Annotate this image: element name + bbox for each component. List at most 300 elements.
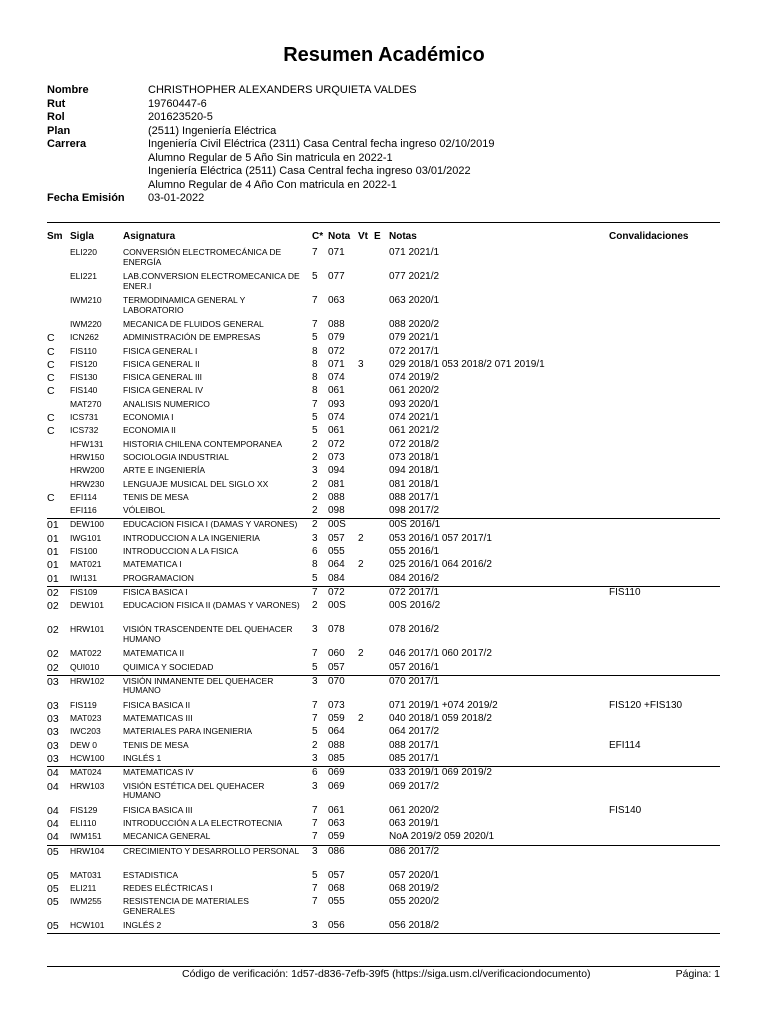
cell-sm: 05: [47, 869, 59, 882]
table-row: [47, 425, 720, 438]
table-row: [47, 346, 720, 359]
cell-asignatura: PROGRAMACION: [123, 572, 194, 583]
semester-group: [47, 587, 720, 676]
cell-sm: 03: [47, 739, 59, 752]
cell-sm: 04: [47, 817, 59, 830]
cell-creditos: 5: [312, 425, 318, 437]
table-row: [47, 831, 720, 844]
cell-nota: 072: [328, 345, 345, 357]
cell-nota: 071: [328, 247, 345, 258]
table-row: [47, 676, 720, 700]
cell-sm: 02: [47, 648, 59, 661]
table-row: [47, 896, 720, 920]
cell-notas: 078 2016/2: [389, 624, 440, 636]
table-row: [47, 805, 720, 818]
semester-group: [47, 767, 720, 845]
cell-notas: 033 2019/1 069 2019/2: [389, 767, 492, 779]
verification-code: Código de verificación: 1d57-d836-7efb-39f5 (https://siga.usm.cl/verificaciondocumento): [182, 968, 591, 980]
cell-notas: 061 2021/2: [389, 425, 440, 437]
info-label: Plan: [47, 124, 71, 137]
cell-asignatura: LENGUAJE MUSICAL DEL SIGLO XX: [123, 478, 269, 489]
info-label: Rut: [47, 97, 66, 110]
cell-creditos: 6: [312, 767, 318, 779]
cell-notas: 061 2020/2: [389, 385, 440, 397]
cell-sm: 05: [47, 845, 59, 858]
cell-creditos: 2: [312, 451, 318, 463]
cell-nota: 064: [328, 726, 345, 738]
cell-notas: 073 2018/1: [389, 451, 440, 463]
cell-creditos: 2: [312, 739, 318, 751]
cell-asignatura: INGLÉS 2: [123, 920, 162, 931]
cell-notas: 070 2017/1: [389, 675, 440, 687]
cell-asignatura: RESISTENCIA DE MATERIALES GENERALES: [123, 896, 249, 916]
cell-notas: 074 2021/1: [389, 412, 440, 424]
table-row: [47, 452, 720, 465]
cell-creditos: 2: [312, 438, 318, 450]
cell-nota: 069: [328, 780, 345, 792]
cell-sigla: IWM220: [70, 319, 102, 329]
cell-sm: 04: [47, 804, 59, 817]
table-row: [47, 412, 720, 425]
cell-asignatura: SOCIOLOGIA INDUSTRIAL: [123, 451, 229, 462]
cell-asignatura: EDUCACION FISICA II (DAMAS Y VARONES): [123, 600, 300, 611]
info-value-line: Alumno Regular de 4 Año Con matricula en 2022-1: [148, 178, 397, 191]
cell-asignatura: MATEMATICA II: [123, 648, 185, 659]
cell-asignatura: FISICA GENERAL IV: [123, 385, 203, 396]
cell-creditos: 8: [312, 358, 318, 370]
footer-divider: [47, 966, 720, 967]
cell-sigla: FIS120: [70, 358, 98, 369]
table-body: [47, 247, 720, 934]
cell-sigla: IWM210: [70, 295, 102, 305]
table-row: [47, 700, 720, 713]
info-value-line: 03-01-2022: [148, 192, 205, 204]
cell-asignatura: FISICA BASICA I: [123, 586, 188, 597]
table-row: [47, 740, 720, 753]
cell-sigla: FIS140: [70, 385, 98, 396]
col-notas: Notas: [389, 231, 417, 242]
cell-creditos: 5: [312, 271, 318, 282]
cell-creditos: 7: [312, 699, 318, 711]
table-row: [47, 332, 720, 345]
cell-nota: 073: [328, 451, 345, 463]
cell-nota: 094: [328, 465, 345, 477]
cell-sigla: DEW 0: [70, 739, 97, 750]
cell-asignatura: INTRODUCCION A LA FISICA: [123, 546, 239, 557]
table-row: [47, 359, 720, 372]
cell-notas: 064 2017/2: [389, 726, 440, 738]
cell-notas: 072 2017/1: [389, 345, 440, 357]
table-row: [47, 271, 720, 295]
semester-group: [47, 519, 720, 586]
cell-nota: 098: [328, 505, 345, 517]
cell-sm: 05: [47, 882, 59, 895]
cell-sigla: DEW100: [70, 519, 105, 530]
cell-notas: 025 2016/1 064 2016/2: [389, 559, 492, 571]
col-asignatura: Asignatura: [123, 231, 176, 242]
cell-sm: 03: [47, 675, 59, 688]
cell-notas: 072 2018/2: [389, 438, 440, 450]
cell-asignatura: LAB.CONVERSION ELECTROMECANICA DE ENER.I: [123, 271, 300, 291]
cell-asignatura: FISICA BASICA III: [123, 804, 193, 815]
cell-creditos: 3: [312, 465, 318, 477]
table-row: [47, 753, 720, 766]
cell-creditos: 5: [312, 869, 318, 881]
cell-notas: 029 2018/1 053 2018/2 071 2019/1: [389, 358, 545, 370]
cell-notas: 057 2016/1: [389, 661, 440, 673]
col-creditos: C*: [312, 231, 324, 242]
cell-asignatura: INTRODUCCION A LA INGENIERIA: [123, 532, 260, 543]
table-row: [47, 920, 720, 933]
table-row: [47, 883, 720, 896]
cell-sm: 01: [47, 532, 59, 545]
info-value-line: (2511) Ingeniería Eléctrica: [148, 124, 277, 137]
cell-nota: 057: [328, 532, 345, 544]
cell-nota: 064: [328, 559, 345, 571]
col-sm: Sm: [47, 231, 63, 242]
cell-asignatura: REDES ELÉCTRICAS I: [123, 882, 213, 893]
cell-nota: 081: [328, 478, 345, 490]
cell-sigla: HRW101: [70, 624, 105, 635]
cell-asignatura: ADMINISTRACIÓN DE EMPRESAS: [123, 332, 261, 343]
cell-creditos: 3: [312, 920, 318, 932]
cell-creditos: 6: [312, 546, 318, 558]
cell-sigla: HRW230: [70, 478, 105, 489]
info-value-line: Ingeniería Eléctrica (2511) Casa Central fecha ingreso 03/01/2022: [148, 165, 471, 177]
cell-asignatura: TERMODINAMICA GENERAL Y LABORATORIO: [123, 295, 246, 315]
cell-creditos: 5: [312, 412, 318, 424]
cell-asignatura: INTRODUCCIÓN A LA ELECTROTECNIA: [123, 817, 283, 828]
table-row: [47, 247, 720, 271]
cell-asignatura: MATERIALES PARA INGENIERIA: [123, 726, 253, 737]
cell-creditos: 7: [312, 817, 318, 829]
cell-convalidacion: FIS110: [609, 586, 641, 598]
cell-asignatura: INGLÉS 1: [123, 753, 162, 764]
cell-sigla: QUI010: [70, 661, 100, 672]
table-row: [47, 385, 720, 398]
cell-creditos: 2: [312, 491, 318, 503]
cell-sigla: HRW150: [70, 451, 105, 462]
cell-sigla: MAT024: [70, 767, 102, 778]
cell-nota: 061: [328, 804, 345, 816]
cell-convalidacion: EFI114: [609, 739, 641, 751]
cell-sigla: EFI114: [70, 491, 97, 502]
info-row: [47, 98, 495, 112]
cell-asignatura: MATEMATICAS III: [123, 713, 193, 724]
cell-creditos: 3: [312, 624, 318, 636]
info-value: [148, 138, 495, 192]
table-row: [47, 319, 720, 332]
cell-sigla: FIS110: [70, 345, 97, 356]
page-number: Página: 1: [675, 968, 720, 980]
cell-sm: C: [47, 412, 55, 425]
cell-notas: 086 2017/2: [389, 845, 440, 857]
cell-nota: 061: [328, 425, 345, 437]
info-row: [47, 111, 495, 125]
cell-nota: 061: [328, 385, 345, 397]
cell-nota: 057: [328, 869, 345, 881]
table-row: [47, 519, 720, 532]
table-row: [47, 439, 720, 452]
cell-asignatura: FISICA GENERAL II: [123, 358, 200, 369]
cell-notas: 093 2020/1: [389, 398, 440, 410]
cell-notas: 079 2021/1: [389, 332, 440, 344]
cell-notas: 077 2021/2: [389, 271, 440, 282]
cell-sm: 01: [47, 559, 59, 572]
cell-sm: 03: [47, 753, 59, 766]
cell-creditos: 7: [312, 804, 318, 816]
cell-sigla: EFI116: [70, 505, 97, 516]
cell-notas: 074 2019/2: [389, 372, 440, 384]
table-row: [47, 818, 720, 831]
cell-creditos: 3: [312, 780, 318, 792]
cell-asignatura: CONVERSIÓN ELECTROMECÁNICA DE ENERGÍA: [123, 247, 282, 267]
student-info: [47, 84, 495, 206]
cell-notas: 084 2016/2: [389, 572, 440, 584]
cell-nota: 074: [328, 412, 345, 424]
cell-notas: 088 2020/2: [389, 319, 440, 330]
cell-sigla: IWI131: [70, 572, 97, 583]
cell-asignatura: MECANICA DE FLUIDOS GENERAL: [123, 319, 264, 329]
table-row: [47, 573, 720, 586]
table-row: [47, 726, 720, 739]
cell-asignatura: ECONOMIA II: [123, 425, 176, 436]
cell-nota: 079: [328, 332, 345, 344]
cell-creditos: 7: [312, 713, 318, 725]
info-label: Nombre: [47, 84, 89, 96]
cell-creditos: 7: [312, 896, 318, 908]
cell-sm: 04: [47, 831, 59, 844]
cell-sigla: FIS109: [70, 586, 98, 597]
cell-sm: 01: [47, 519, 59, 532]
info-value-line: Ingeniería Civil Eléctrica (2311) Casa Central fecha ingreso 02/10/2019: [148, 138, 495, 150]
table-header: [47, 231, 720, 247]
cell-asignatura: ARTE E INGENIERÍA: [123, 465, 206, 476]
cell-sm: C: [47, 372, 55, 385]
cell-nota: 074: [328, 372, 345, 384]
cell-nota: 060: [328, 648, 345, 660]
table-row: [47, 492, 720, 505]
cell-notas: 088 2017/1: [389, 491, 440, 503]
cell-nota: 073: [328, 699, 345, 711]
cell-nota: 070: [328, 675, 345, 687]
info-value: [148, 125, 276, 139]
table-row: [47, 870, 720, 883]
cell-asignatura: ECONOMIA I: [123, 412, 174, 423]
table-row: [47, 600, 720, 624]
cell-nota: 056: [328, 920, 345, 932]
cell-sm: 04: [47, 780, 59, 793]
grades-table: [47, 231, 720, 934]
cell-asignatura: VÓLEIBOL: [123, 505, 166, 516]
cell-creditos: 8: [312, 559, 318, 571]
cell-nota: 059: [328, 831, 345, 843]
cell-nota: 055: [328, 896, 345, 908]
cell-sm: C: [47, 425, 55, 438]
cell-sm: 04: [47, 767, 59, 780]
cell-creditos: 3: [312, 845, 318, 857]
cell-sigla: ELI221: [70, 271, 97, 281]
cell-nota: 084: [328, 572, 345, 584]
info-row: [47, 138, 495, 192]
header-divider: [47, 222, 720, 223]
cell-creditos: 2: [312, 478, 318, 490]
cell-creditos: 7: [312, 319, 318, 330]
cell-sm: C: [47, 358, 55, 371]
cell-creditos: 2: [312, 519, 318, 531]
cell-asignatura: ESTADISTICA: [123, 869, 179, 880]
cell-sigla: MAT021: [70, 559, 102, 570]
cell-creditos: 8: [312, 372, 318, 384]
cell-notas: 094 2018/1: [389, 465, 440, 477]
cell-asignatura: QUIMICA Y SOCIEDAD: [123, 661, 214, 672]
cell-notas: 040 2018/1 059 2018/2: [389, 713, 492, 725]
cell-creditos: 7: [312, 882, 318, 894]
cell-nota: 088: [328, 491, 345, 503]
cell-creditos: 7: [312, 648, 318, 660]
cell-nota: 093: [328, 398, 345, 410]
cell-sigla: ELI211: [70, 882, 97, 893]
col-convalidaciones: Convalidaciones: [609, 231, 689, 242]
col-vt: Vt: [358, 231, 368, 242]
cell-asignatura: EDUCACION FISICA I (DAMAS Y VARONES): [123, 519, 298, 530]
cell-sigla: HCW101: [70, 920, 105, 931]
table-row: [47, 587, 720, 600]
cell-sigla: MAT023: [70, 713, 102, 724]
cell-nota: 00S: [328, 600, 346, 612]
semester-group: [47, 247, 720, 519]
cell-creditos: 7: [312, 398, 318, 410]
cell-sigla: HRW102: [70, 675, 105, 686]
cell-nota: 057: [328, 661, 345, 673]
info-row: [47, 192, 495, 206]
cell-asignatura: TENIS DE MESA: [123, 491, 189, 502]
table-row: [47, 546, 720, 559]
cell-vt: 2: [358, 713, 364, 725]
cell-convalidacion: FIS120 +FIS130: [609, 699, 683, 711]
cell-sigla: IWM151: [70, 831, 102, 842]
cell-creditos: 5: [312, 572, 318, 584]
cell-notas: 081 2018/1: [389, 478, 440, 490]
col-nota: Nota: [328, 231, 351, 242]
cell-creditos: 7: [312, 295, 318, 306]
cell-notas: 00S 2016/1: [389, 519, 441, 531]
cell-vt: 3: [358, 358, 364, 370]
cell-nota: 055: [328, 546, 345, 558]
cell-creditos: 7: [312, 831, 318, 843]
cell-sm: C: [47, 385, 55, 398]
cell-sm: C: [47, 332, 55, 345]
cell-creditos: 7: [312, 247, 318, 258]
cell-creditos: 3: [312, 753, 318, 765]
cell-notas: 085 2017/1: [389, 753, 440, 765]
cell-notas: 069 2017/2: [389, 780, 440, 792]
cell-sm: 01: [47, 546, 59, 559]
info-row: [47, 84, 495, 98]
cell-sigla: FIS129: [70, 804, 98, 815]
cell-sm: 03: [47, 699, 59, 712]
cell-creditos: 3: [312, 675, 318, 687]
cell-sm: 05: [47, 920, 59, 933]
info-value-line: 19760447-6: [148, 97, 207, 110]
cell-sigla: MAT031: [70, 869, 102, 880]
cell-sigla: FIS100: [70, 546, 98, 557]
info-value: [148, 98, 207, 112]
cell-notas: 071 2021/1: [389, 247, 440, 258]
cell-sigla: ELI220: [70, 247, 97, 257]
cell-creditos: 3: [312, 532, 318, 544]
cell-sigla: HCW100: [70, 753, 105, 764]
semester-group: [47, 846, 720, 935]
cell-sm: 03: [47, 713, 59, 726]
cell-sigla: IWG101: [70, 532, 102, 543]
cell-sm: 02: [47, 586, 59, 599]
cell-sm: 02: [47, 600, 59, 613]
cell-notas: 071 2019/1 +074 2019/2: [389, 699, 498, 711]
cell-nota: 00S: [328, 519, 346, 531]
cell-asignatura: FISICA GENERAL III: [123, 372, 203, 383]
table-row: [47, 624, 720, 648]
info-value: [148, 192, 204, 206]
cell-nota: 085: [328, 753, 345, 765]
table-row: [47, 479, 720, 492]
cell-sm: 01: [47, 572, 59, 585]
table-row: [47, 781, 720, 805]
cell-sigla: HRW103: [70, 780, 105, 791]
cell-vt: 2: [358, 648, 364, 660]
cell-nota: 088: [328, 739, 345, 751]
cell-asignatura: HISTORIA CHILENA CONTEMPORANEA: [123, 438, 283, 449]
info-label: Rol: [47, 111, 65, 123]
cell-sm: 02: [47, 624, 59, 637]
page-title: Resumen Académico: [283, 44, 485, 66]
cell-creditos: 5: [312, 726, 318, 738]
cell-creditos: 2: [312, 600, 318, 612]
cell-sm: C: [47, 345, 55, 358]
cell-sigla: FIS119: [70, 699, 97, 710]
cell-asignatura: FISICA GENERAL I: [123, 345, 198, 356]
info-value: [148, 111, 213, 125]
cell-asignatura: FISICA BASICA II: [123, 699, 191, 710]
info-label: Fecha Emisión: [47, 192, 125, 204]
cell-convalidacion: FIS140: [609, 804, 642, 816]
cell-notas: 056 2018/2: [389, 920, 440, 932]
info-row: [47, 125, 495, 139]
cell-sigla: ICS731: [70, 412, 99, 423]
cell-nota: 059: [328, 713, 345, 725]
cell-notas: 098 2017/2: [389, 505, 440, 517]
table-row: [47, 662, 720, 675]
cell-nota: 068: [328, 882, 345, 894]
cell-notas: 053 2016/1 057 2017/1: [389, 532, 492, 544]
cell-notas: 063 2019/1: [389, 817, 440, 829]
cell-nota: 063: [328, 295, 345, 306]
table-row: [47, 399, 720, 412]
cell-asignatura: VISIÓN ESTÉTICA DEL QUEHACER HUMANO: [123, 780, 265, 801]
cell-asignatura: CRECIMIENTO Y DESARROLLO PERSONAL: [123, 845, 300, 856]
cell-sigla: ICN262: [70, 332, 99, 343]
cell-asignatura: MATEMATICA I: [123, 559, 182, 570]
cell-notas: 068 2019/2: [389, 882, 440, 894]
cell-asignatura: MECANICA GENERAL: [123, 831, 211, 842]
cell-sigla: FIS130: [70, 372, 98, 383]
cell-notas: 055 2016/1: [389, 546, 440, 558]
table-row: [47, 505, 720, 518]
cell-sm: C: [47, 491, 55, 504]
cell-sigla: MAT022: [70, 648, 102, 659]
cell-asignatura: VISIÓN INMANENTE DEL QUEHACER HUMANO: [123, 675, 274, 696]
cell-notas: 072 2017/1: [389, 586, 440, 598]
